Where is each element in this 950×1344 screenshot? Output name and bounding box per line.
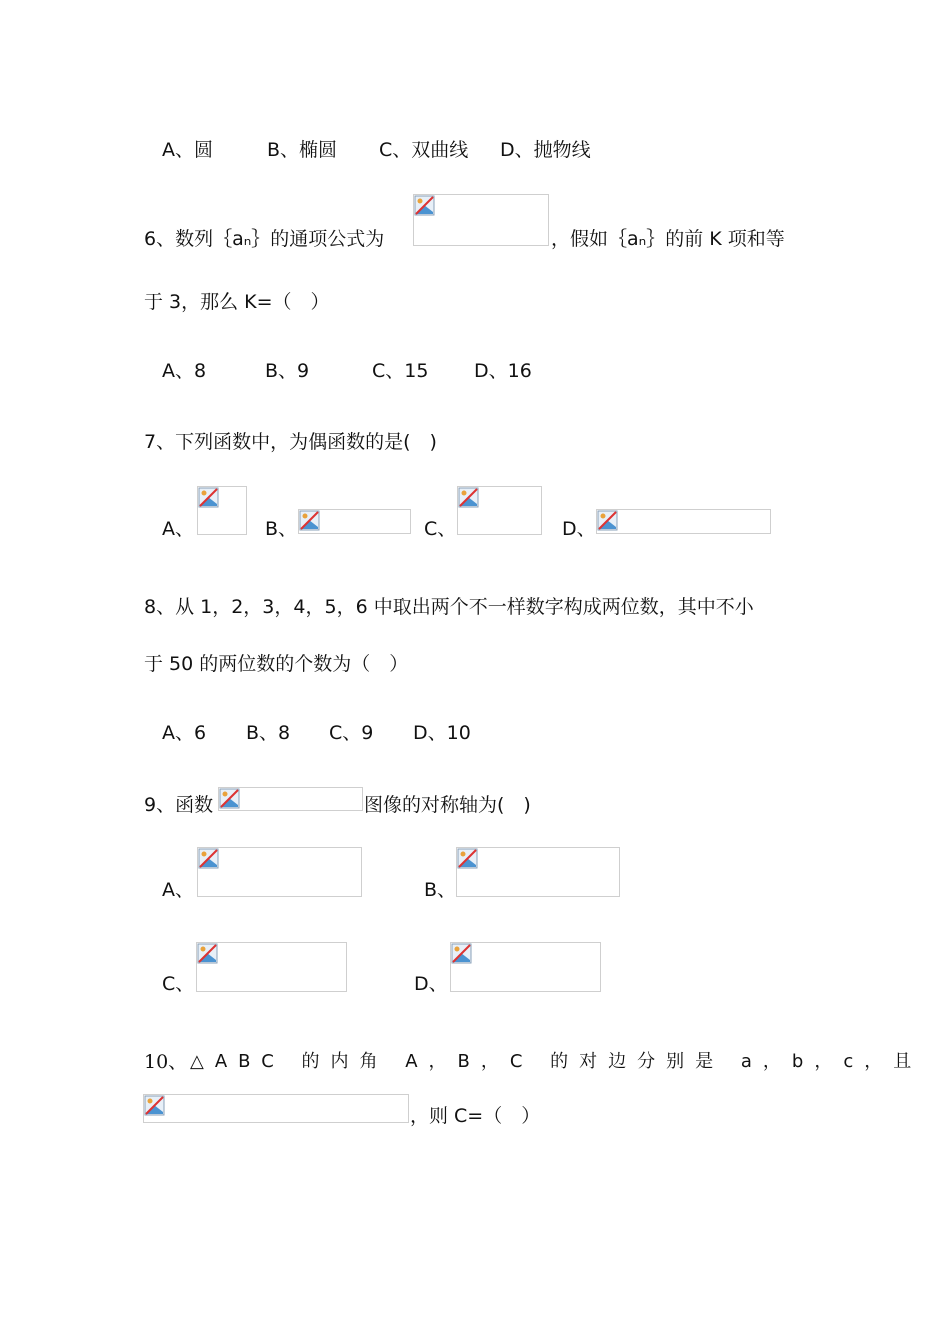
- q9-option-a-image: [197, 847, 362, 897]
- broken-image-icon: [597, 510, 619, 532]
- broken-image-icon: [457, 848, 479, 870]
- broken-image-icon: [144, 1095, 166, 1117]
- q9-label-b: B、: [424, 879, 457, 901]
- q10-line2: ，则 C=（ ）: [410, 1105, 541, 1127]
- q6-text-after: ，假如｛aₙ｝的前 K 项和等: [551, 228, 785, 250]
- q5-option-b: B、椭圆: [267, 139, 338, 161]
- broken-image-icon: [197, 943, 219, 965]
- q9-formula-image: [218, 787, 363, 811]
- broken-image-icon: [198, 848, 220, 870]
- q8-option-a: A、6: [162, 722, 207, 744]
- q5-option-d: D、抛物线: [500, 139, 591, 161]
- q8-option-d: D、10: [413, 722, 471, 744]
- broken-image-icon: [458, 487, 480, 509]
- q7-option-d-image: [596, 509, 771, 534]
- q9-label-d: D、: [414, 973, 448, 995]
- q6-option-d: D、16: [474, 360, 532, 382]
- q9-option-d-image: [450, 942, 601, 992]
- q8-line2: 于 50 的两位数的个数为（ ）: [144, 653, 409, 675]
- q7-label-c: C、: [424, 518, 457, 540]
- q6-text-before: 6、数列｛aₙ｝的通项公式为: [144, 228, 385, 250]
- q6-formula-image: [413, 194, 549, 246]
- broken-image-icon: [451, 943, 473, 965]
- q6-line2: 于 3，那么 K=（ ）: [144, 291, 330, 313]
- q9-option-c-image: [196, 942, 347, 992]
- q8-line1: 8、从 1，2，3，4，5，6 中取出两个不一样数字构成两位数，其中不小: [144, 596, 754, 618]
- q9-text-after: 图像的对称轴为( ): [364, 794, 531, 816]
- q8-option-b: B、8: [246, 722, 291, 744]
- q5-option-c: C、双曲线: [379, 139, 469, 161]
- q10-number: 10、: [144, 1051, 188, 1073]
- q7-label-d: D、: [562, 518, 596, 540]
- q5-option-a: A、圆: [162, 139, 213, 161]
- q9-label-c: C、: [162, 973, 195, 995]
- q6-option-b: B、9: [265, 360, 310, 382]
- broken-image-icon: [414, 195, 436, 217]
- q7-label-b: B、: [265, 518, 298, 540]
- q9-label-a: A、: [162, 879, 194, 901]
- broken-image-icon: [299, 510, 321, 532]
- q9-option-b-image: [456, 847, 620, 897]
- q10-formula-image: [143, 1094, 409, 1123]
- q7-option-c-image: [457, 486, 542, 535]
- broken-image-icon: [219, 788, 241, 810]
- q10-line1: △ABC 的内角 A，B，C 的对边分别是 a，b，c，且: [190, 1051, 923, 1072]
- q8-option-c: C、9: [329, 722, 374, 744]
- broken-image-icon: [198, 487, 220, 509]
- q7-text: 7、下列函数中，为偶函数的是( ): [144, 431, 437, 453]
- q7-label-a: A、: [162, 518, 194, 540]
- q7-option-a-image: [197, 486, 247, 535]
- q6-option-a: A、8: [162, 360, 207, 382]
- q7-option-b-image: [298, 509, 411, 534]
- q6-option-c: C、15: [372, 360, 429, 382]
- q9-text-before: 9、函数: [144, 794, 214, 816]
